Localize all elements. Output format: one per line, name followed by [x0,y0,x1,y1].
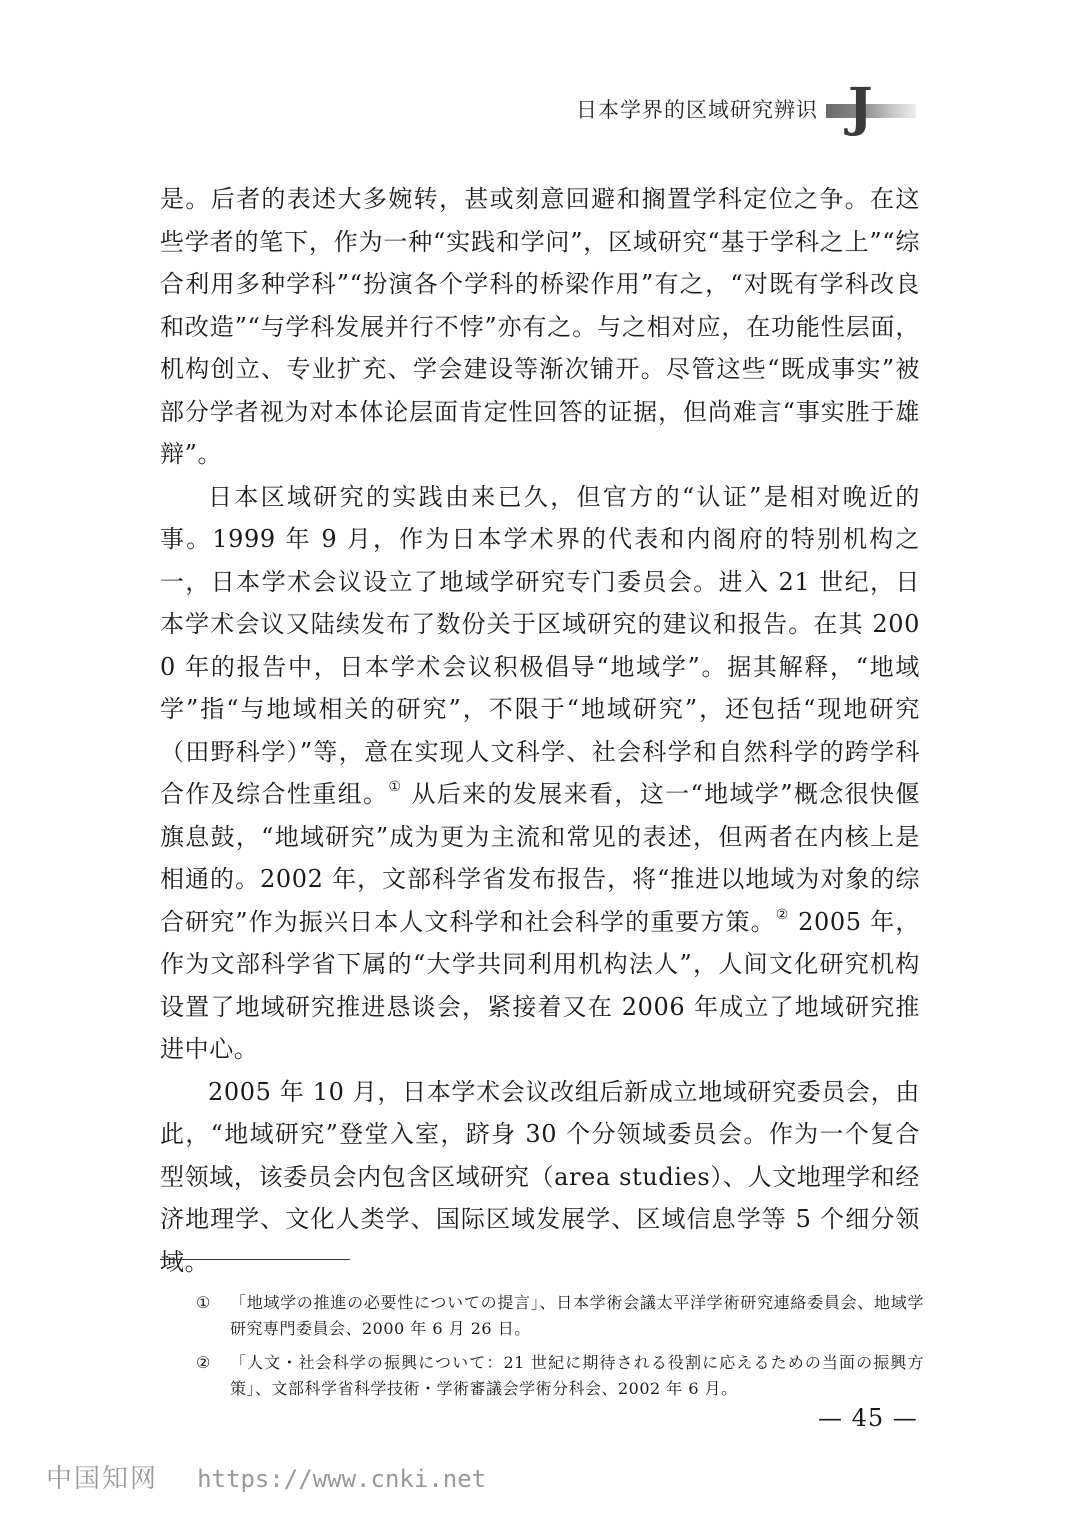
footnote-ref-2[interactable]: ② [775,906,790,923]
footnote-2-mark: ② [196,1353,211,1372]
paragraph-3: 2005 年 10 月，日本学术会议改组后新成立地域研究委员会，由此，“地域研究”登堂入室，跻身 30 个分领域委员会。作为一个复合型领域，该委员会内包含区域研究（area studies）、人文地理学和经济地理学、文化人类学、国际区域发展学、区域信息学等 5 个细分领域。 [160,1077,920,1276]
watermark [46,1458,486,1495]
header-journal-letter: J [848,77,873,138]
running-header [0,77,1080,138]
footnotes [196,1290,924,1410]
paragraph-2-part-1: 日本区域研究的实践由来已久，但官方的“认证”是相对晚近的事。1999 年 9 月，作为日本学术界的代表和内阁府的特别机构之一，日本学术会议设立了地域学研究专门委员会。进入 21 世纪，日本学术会议又陆续发布了数份关于区域研究的建议和报告。在其 2000 年的报告中，日本学术会议积极倡导“地域学”。据其解释，“地域学”指“与地域相关的研究”，不限于“地域研究”，还包括“现地研究（田野科学）”等，意在实现人文科学、社会科学和自然科学的跨学科合作及综合性重组。 [160,482,920,808]
footnote-2-text: 「人文・社会科学の振興について：21 世紀に期待される役割に応えるための当面の振興方策」、文部科学省科学技術・学術審議会学術分科会、2002 年 6 月。 [230,1353,924,1398]
footnote-1-mark: ① [196,1293,211,1312]
footnote-1 [196,1290,924,1342]
paragraph-1: 是。后者的表述大多婉转，甚或刻意回避和搁置学科定位之争。在这些学者的笔下，作为一种“实践和学问”，区域研究“基于学科之上”“综合利用多种学科”“扮演各个学科的桥梁作用”有之，“对既有学科改良和改造”“与学科发展并行不悖”亦有之。与之相对应，在功能性层面，机构创立、专业扩充、学会建设等渐次铺开。尽管这些“既成事实”被部分学者视为对本体论层面肯定性回答的证据，但尚难言“事实胜于雄辩”。 [160,185,920,468]
watermark-name: 中国知网 [46,1464,159,1494]
footnote-ref-1[interactable]: ① [388,779,403,795]
running-header-title: 日本学界的区域研究辨识 [576,98,818,122]
body-text [160,178,920,1283]
paragraph-2-part-2: 从后来的发展来看，这一“地域学”概念很快偃旗息鼓，“地域研究”成为更为主流和常见的表述，但两者在内核上是相通的。2002 年，文部科学省发布报告，将“推进以地域为对象的综合研究”作为振兴日本人文科学和社会科学的重要方策。 [160,780,920,936]
footnote-2 [196,1350,924,1402]
footnote-divider [160,1259,350,1260]
paragraph-2-part-3: 2005 年，作为文部科学省下属的“大学共同利用机构法人”，人间文化研究机构设置了地域研究推进恳谈会，紧接着又在 2006 年成立了地域研究推进中心。 [160,907,920,1063]
footnote-1-text: 「地域学の推進の必要性についての提言」、日本学術会議太平洋学術研究連絡委員会、地域学研究専門委員会、2000 年 6 月 26 日。 [230,1293,924,1338]
paragraph-2 [160,476,920,1071]
watermark-url: https://www.cnki.net [197,1465,487,1493]
page-number: — 45 — [818,1404,918,1432]
